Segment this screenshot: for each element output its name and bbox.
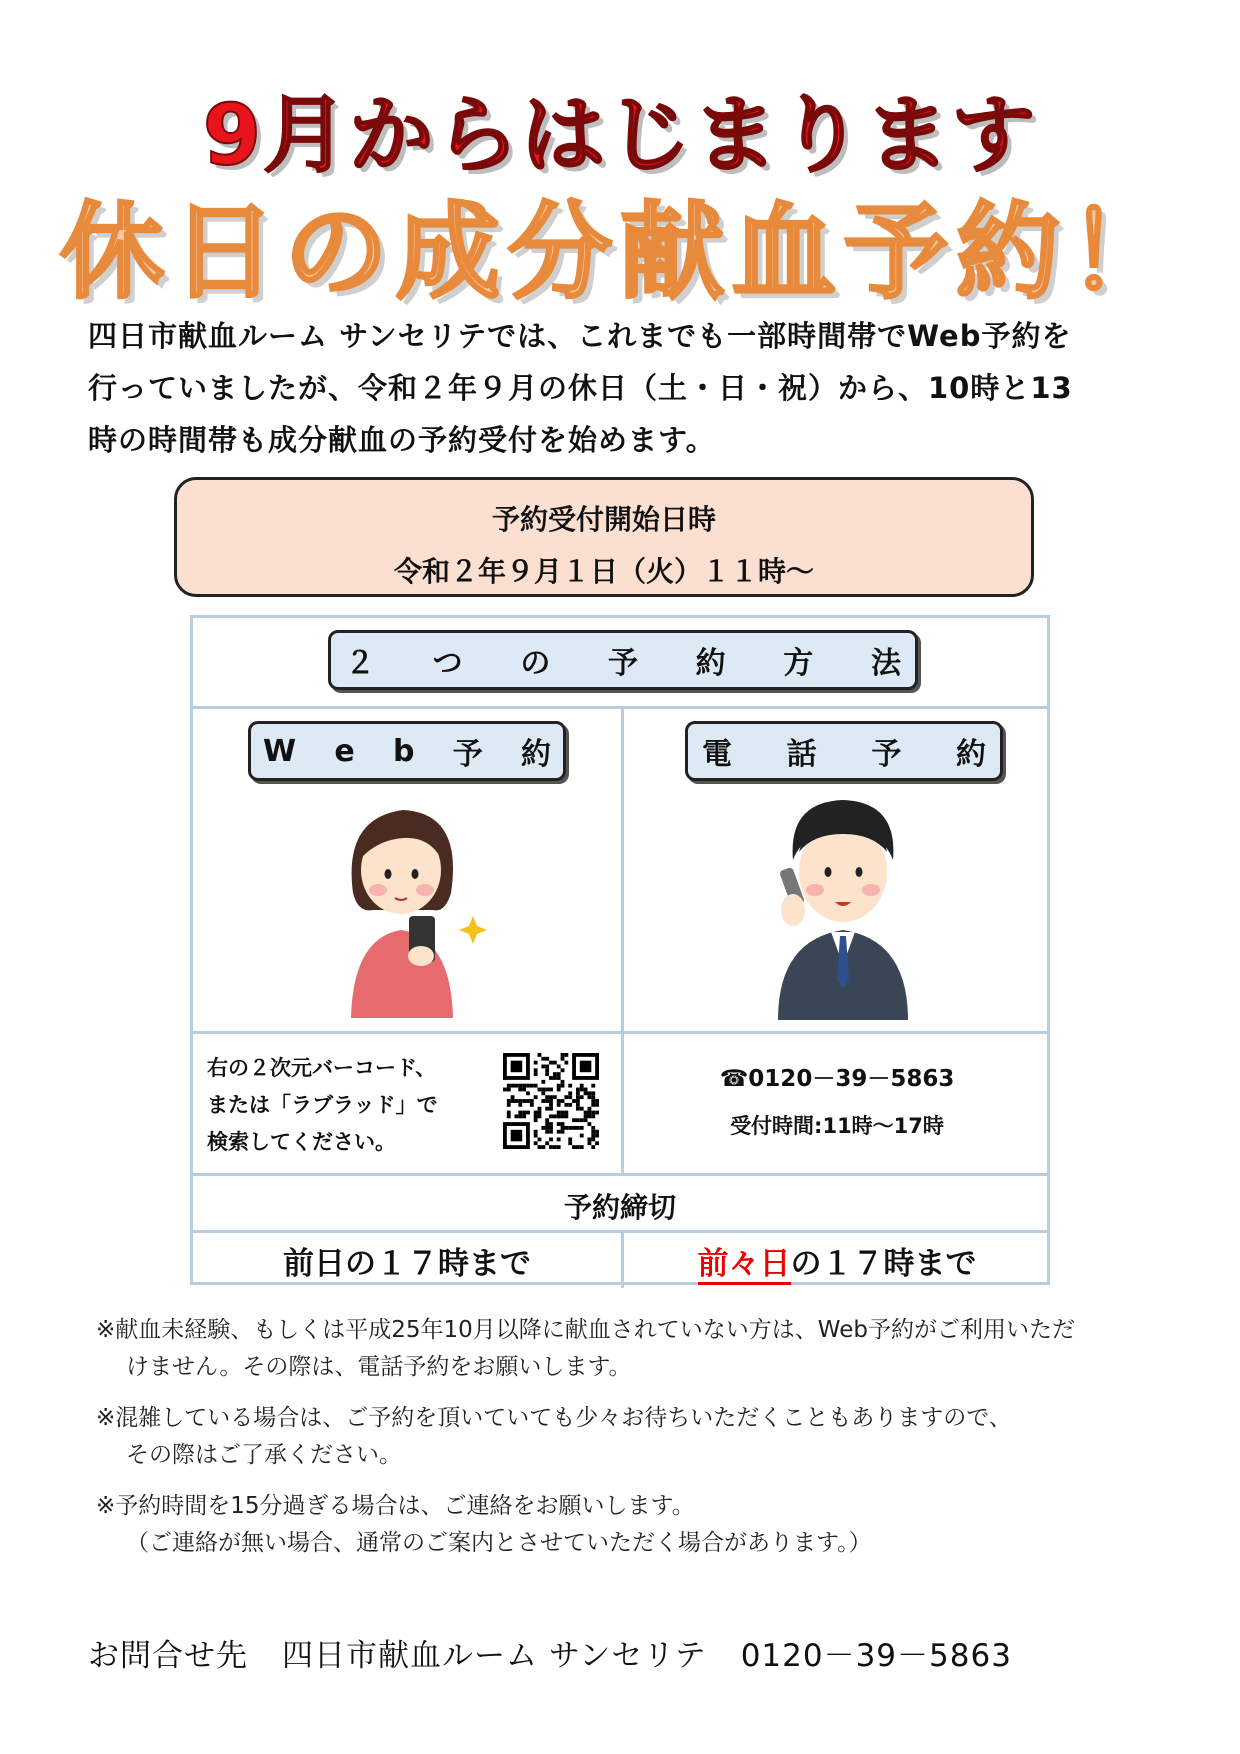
- web-label-char: e: [334, 733, 355, 769]
- intro-line-1: 四日市献血ルーム サンセリテでは、これまでも一部時間帯でWeb予約を: [88, 319, 1072, 353]
- man-phone-illustration: [763, 790, 923, 1020]
- title-char: 法: [870, 646, 901, 681]
- qr-code[interactable]: [503, 1053, 599, 1149]
- web-label-char: b: [392, 733, 415, 769]
- contact-label: お問合せ先: [88, 1638, 248, 1674]
- note-line: （ご連絡が無い場合、通常のご案内とさせていただく場合があります。）: [126, 1530, 872, 1556]
- web-label-char: 約: [521, 737, 551, 772]
- title-char: 約: [695, 646, 726, 681]
- contact-phone[interactable]: 0120－39－5863: [740, 1638, 1012, 1674]
- intro-line-3: 時の時間帯も成分献血の予約受付を始めます。: [88, 423, 716, 457]
- note-line: ※予約時間を15分過ぎる場合は、ご連絡をお願いします。: [96, 1493, 695, 1519]
- title-char: ２: [345, 646, 375, 681]
- web-deadline: 前日の１７時まで: [283, 1246, 531, 1282]
- note-line: けません。その際は、電話予約をお願いします。: [126, 1354, 632, 1380]
- web-instruction-line: 検索してください。: [207, 1130, 396, 1154]
- reservation-start-title: 予約受付開始日時: [491, 503, 716, 536]
- table-divider: [193, 1173, 1047, 1176]
- phone-number[interactable]: ☎0120－39－5863: [719, 1066, 955, 1092]
- note-line: ※献血未経験、もしくは平成25年10月以降に献血されていない方は、Web予約がご利用いただ: [96, 1317, 1075, 1343]
- note-item: [96, 1488, 1156, 1562]
- note-item: [96, 1312, 1156, 1386]
- note-item: [96, 1400, 1156, 1474]
- phone-reservation-label: [685, 721, 1003, 781]
- web-instruction-line: 右の２次元バーコード、: [207, 1056, 437, 1080]
- note-line: ※混雑している場合は、ご予約を頂いていても少々お待ちいただくこともありますので、: [96, 1405, 1012, 1431]
- table-divider: [621, 706, 624, 1031]
- note-line: その際はご了承ください。: [126, 1442, 402, 1468]
- reservation-start-box: [174, 477, 1034, 597]
- intro-paragraph: [88, 310, 1168, 466]
- phone-deadline-highlight: 前々日: [698, 1246, 791, 1285]
- reservation-methods-table: [190, 615, 1050, 1285]
- title-char: 方: [783, 646, 814, 681]
- table-divider: [193, 1031, 1047, 1034]
- phone-label-char: 電: [702, 737, 732, 772]
- phone-deadline: [624, 1238, 1050, 1283]
- contact-place: 四日市献血ルーム サンセリテ: [282, 1638, 707, 1674]
- title-char: の: [520, 646, 551, 681]
- phone-label-char: 予: [871, 737, 902, 772]
- phone-label-char: 話: [786, 737, 817, 772]
- two-methods-title: [328, 630, 918, 690]
- web-label-char: 予: [452, 737, 483, 772]
- table-divider: [193, 1230, 1047, 1233]
- phone-hours: 受付時間:11時～17時: [730, 1114, 944, 1138]
- web-reservation-label: [248, 721, 566, 781]
- headline-main: 9月からはじまります: [202, 86, 1038, 184]
- contact-footer: [88, 1630, 1188, 1675]
- phone-deadline-rest: の１７時まで: [790, 1246, 977, 1282]
- intro-line-2: 行っていましたが、令和２年９月の休日（土・日・祝）から、10時と13: [88, 371, 1073, 405]
- web-instruction-line: または「ラブラッド」で: [207, 1093, 438, 1117]
- title-char: 予: [607, 646, 638, 681]
- table-divider: [193, 706, 1047, 709]
- table-divider: [621, 1031, 624, 1173]
- headline-sub: 休日の成分献血予約！: [59, 191, 1180, 313]
- deadline-header: 予約締切: [563, 1191, 676, 1224]
- web-instructions: [207, 1050, 497, 1161]
- notes-section: [96, 1312, 1156, 1576]
- woman-smartphone-illustration: [333, 798, 493, 1018]
- title-char: つ: [432, 646, 463, 681]
- reservation-start-datetime: 令和２年９月１日（火）１１時～: [393, 555, 814, 588]
- web-label-char: W: [263, 733, 297, 769]
- phone-label-char: 約: [955, 737, 986, 772]
